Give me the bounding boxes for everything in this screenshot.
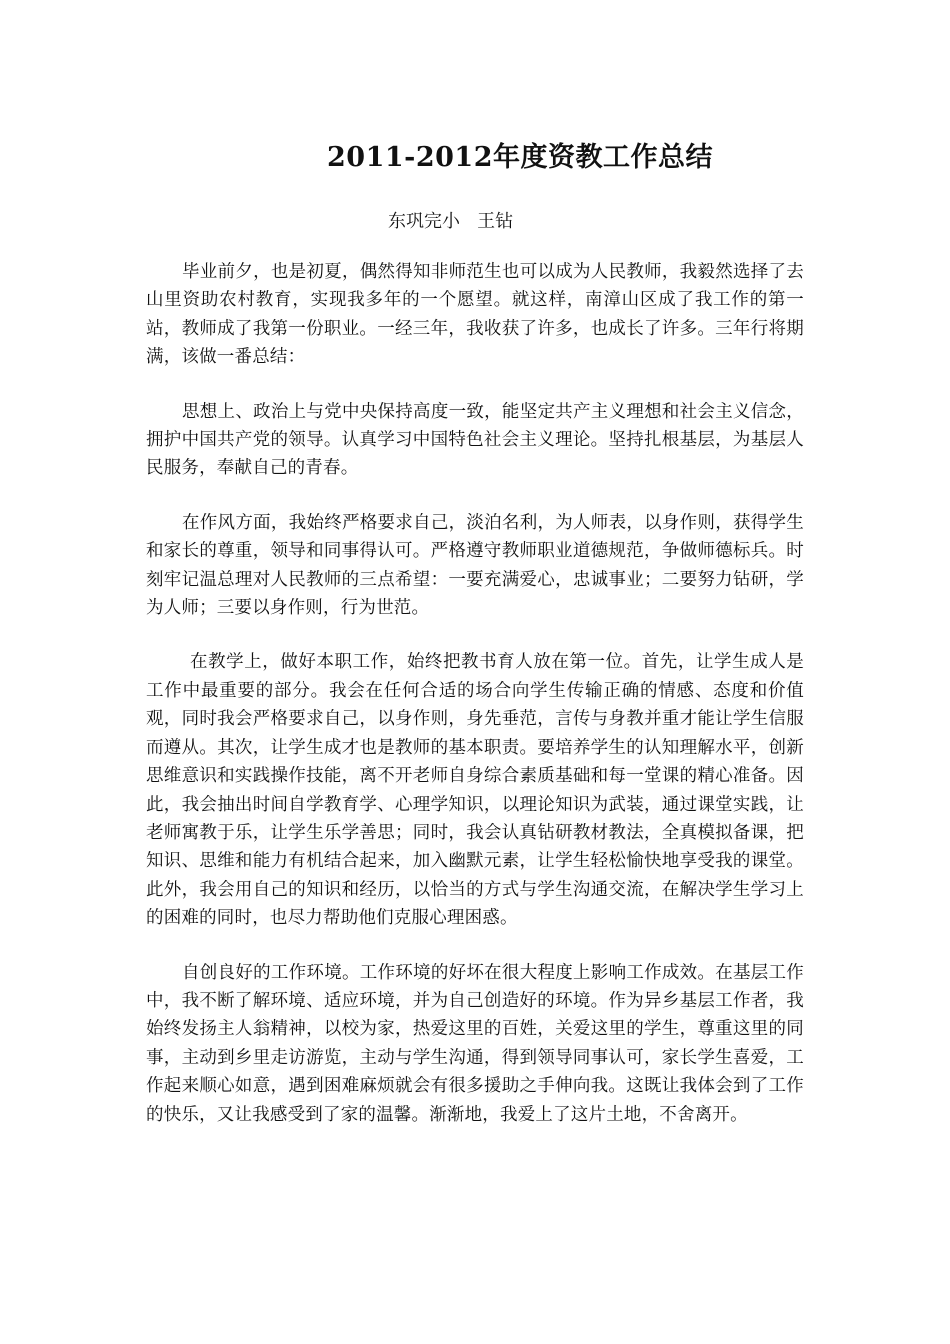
document-title: 2011-2012年度资教工作总结 bbox=[327, 142, 713, 173]
document-body bbox=[146, 258, 804, 1155]
paragraph-politics: 思想上、政治上与党中央保持高度一致，能坚定共产主义理想和社会主义信念，拥护中国共产党的领导。认真学习中国特色社会主义理论。坚持扎根基层，为基层人民服务，奉献自己的青春。 bbox=[146, 401, 804, 479]
paragraph-conduct: 在作风方面，我始终严格要求自己，淡泊名利，为人师表，以身作则，获得学生和家长的尊重，领导和同事得认可。严格遵守教师职业道德规范，争做师德标兵。时刻牢记温总理对人民教师的三点希望：一要充满爱心，忠诚事业；二要努力钻研，学为人师；三要以身作则，行为世范。 bbox=[146, 512, 804, 619]
paragraph-environment: 自创良好的工作环境。工作环境的好坏在很大程度上影响工作成效。在基层工作中，我不断了解环境、适应环境，并为自己创造好的环境。作为异乡基层工作者，我始终发扬主人翁精神，以校为家，热爱这里的百姓，关爱这里的学生，尊重这里的同事，主动到乡里走访游览，主动与学生沟通，得到领导同事认可，家长学生喜爱，工作起来顺心如意，遇到困难麻烦就会有很多援助之手伸向我。这既让我体会到了工作的快乐，又让我感受到了家的温馨。渐渐地，我爱上了这片土地，不舍离开。 bbox=[146, 962, 804, 1125]
paragraph-intro: 毕业前夕，也是初夏，偶然得知非师范生也可以成为人民教师，我毅然选择了去山里资助农村教育，实现我多年的一个愿望。就这样，南漳山区成了我工作的第一站，教师成了我第一份职业。一经三年，我收获了许多，也成长了许多。三年行将期满，该做一番总结： bbox=[146, 262, 804, 368]
paragraph-teaching: 在教学上，做好本职工作，始终把教书育人放在第一位。首先，让学生成人是工作中最重要的部分。我会在任何合适的场合向学生传输正确的情感、态度和价值观，同时我会严格要求自己，以身作则，身先垂范，言传与身教并重才能让学生信服而遵从。其次，让学生成才也是教师的基本职责。要培养学生的认知理解水平，创新思维意识和实践操作技能，离不开老师自身综合素质基础和每一堂课的精心准备。因此，我会抽出时间自学教育学、心理学知识，以理论知识为武装，通过课堂实践，让老师寓教于乐，让学生乐学善思；同时，我会认真钻研教材教法，全真模拟备课，把知识、思维和能力有机结合起来，加入幽默元素，让学生轻松愉快地享受我的课堂。此外，我会用自己的知识和经历，以恰当的方式与学生沟通交流，在解决学生学习上的困难的同时，也尽力帮助他们克服心理困惑。 bbox=[146, 652, 804, 929]
author-byline: 东巩完小 王钻 bbox=[388, 211, 514, 232]
